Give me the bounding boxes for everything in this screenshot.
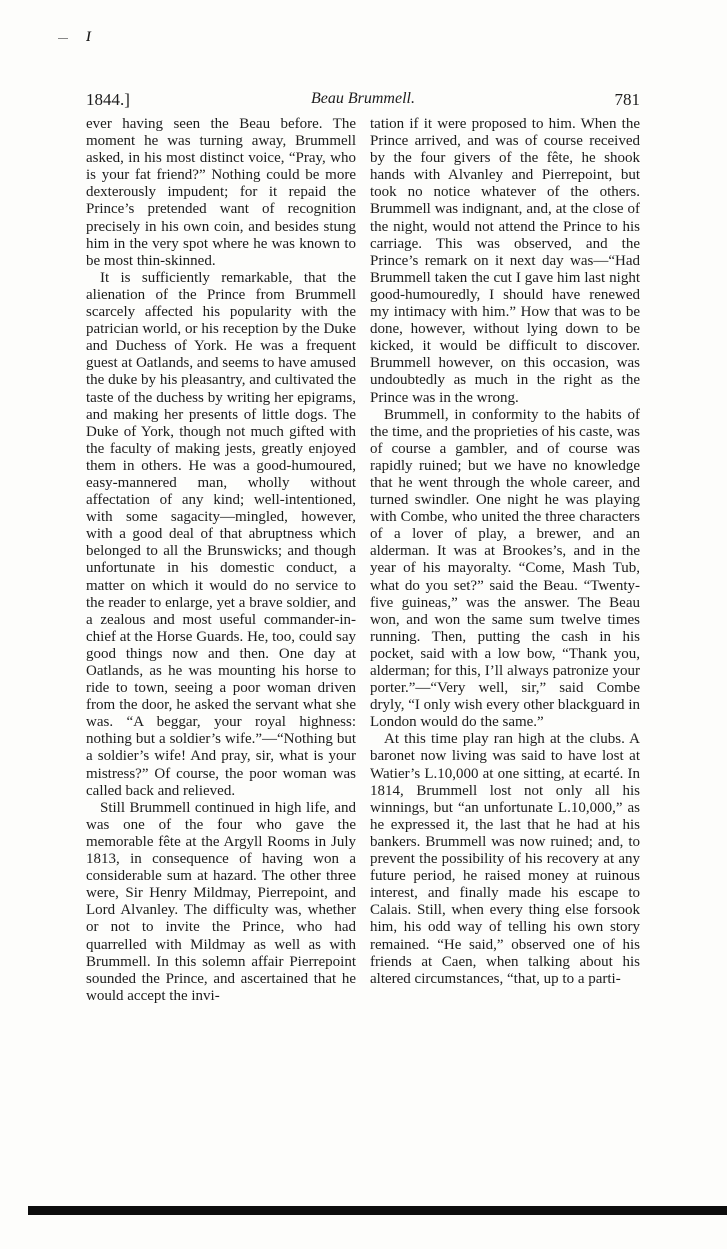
page-number: 781	[614, 90, 640, 109]
paragraph: tation if it were proposed to him. When the Prince arrived, and was of course received by the four givers of the fête, he shook hands with Alvanley and Pierrepoint, but took no notice whatever of the others. Brummell was indignant, and, at the close of the night, would not attend the Prince to his carriage. This was observed, and the Prince’s remark on it next day was—“Had Brummell taken the cut I gave him last night good-humouredly, I should have renewed my intimacy with him.” How that was to be done, however, without lying down to be kicked, it would be difficult to discover. Brummell however, on this occasion, was undoubtedly as much in the right as the Prince was in the wrong.	[370, 116, 640, 406]
margin-mark: ɪ	[86, 24, 92, 46]
paragraph: At this time play ran high at the clubs. A baronet now living was said to have lost at Watier’s L.10,000 at one sitting, at ecarté. In 1814, Brummell lost not only all his winnings, but “an unfortunate L.10,000,” as he expressed it, the last that he had at his bankers. Brummell was now ruined; and, to prevent the possibility of his recovery at any future period, he raised money at ruinous interest, and finally made his escape to Calais. Still, when every thing else forsook him, his odd way of telling his own story remained. “He said,” observed one of his friends at Caen, when talking about his altered circumstances, “that, up to a parti-	[370, 731, 640, 987]
right-column	[370, 116, 640, 988]
running-header	[86, 90, 640, 114]
paragraph: ever having seen the Beau before. The moment he was turning away, Brummell asked, in his most distinct voice, “Pray, who is your fat friend?” Nothing could be more dexterously impudent; for it repaid the Prince’s pretended want of recognition precisely in his own coin, and besides stung him in the very spot where he was known to be most thin-skinned.	[86, 116, 356, 269]
header-year: 1844.]	[86, 90, 130, 109]
header-title: Beau Brummell.	[311, 90, 415, 107]
paragraph: Brummell, in conformity to the habits of the time, and the proprieties of his caste, was of course a gambler, and of course was rapidly ruined; but we have no knowledge that he went through the whole career, and turned swindler. One night he was playing with Combe, who united the three characters of a lover of play, a brewer, and an alderman. It was at Brookes’s, and in the year of his mayoralty. “Come, Mash Tub, what do you set?” said the Beau. “Twenty-five guineas,” was the answer. The Beau won, and won the same sum twelve times running. Then, putting the cash in his pocket, said with a low bow, “Thank you, alderman; for this, I’ll always patronize your porter.”—“Very well, sir,” said Combe dryly, “I only wish every other blackguard in London would do the same.”	[370, 406, 640, 731]
margin-dash	[58, 38, 68, 39]
paragraph: Still Brummell continued in high life, and was one of the four who gave the memorable fête at the Argyll Rooms in July 1813, in consequence of having won a considerable sum at hazard. The other three were, Sir Henry Mildmay, Pierrepoint, and Lord Alvanley. The difficulty was, whether or not to invite the Prince, who had quarrelled with Mildmay as well as with Brummell. In this solemn affair Pierrepoint sounded the Prince, and ascertained that he would accept the invi-	[86, 799, 356, 1004]
paragraph: It is sufficiently remarkable, that the alienation of the Prince from Brummell scarcely affected his popularity with the patrician world, or his reception by the Duke and Duchess of York. He was a frequent guest at Oatlands, and seems to have amused the duke by his pleasantry, and cultivated the taste of the duchess by writing her epigrams, and making her presents of little dogs. The Duke of York, though not much gifted with the faculty of making jests, greatly enjoyed them in others. He was a good-humoured, easy-mannered man, wholly without affectation of any kind; well-intentioned, with some sagacity—mingled, however, with a good deal of that abruptness which belonged to all the Brunswicks; and though unfortunate in his domestic conduct, a matter on which it would do no service to the reader to enlarge, yet a brave soldier, and a zealous and most useful commander-in-chief at the Horse Guards. He, too, could say good things now and then. One day at Oatlands, as he was mounting his horse to ride to town, seeing a poor woman driven from the door, he asked the servant what she was. “A beggar, your royal highness: nothing but a soldier’s wife.”—“Nothing but a soldier’s wife! And pray, sir, what is your mistress?” Of course, the poor woman was called back and relieved.	[86, 269, 356, 799]
left-column	[86, 116, 356, 1005]
bottom-rule	[28, 1206, 727, 1215]
